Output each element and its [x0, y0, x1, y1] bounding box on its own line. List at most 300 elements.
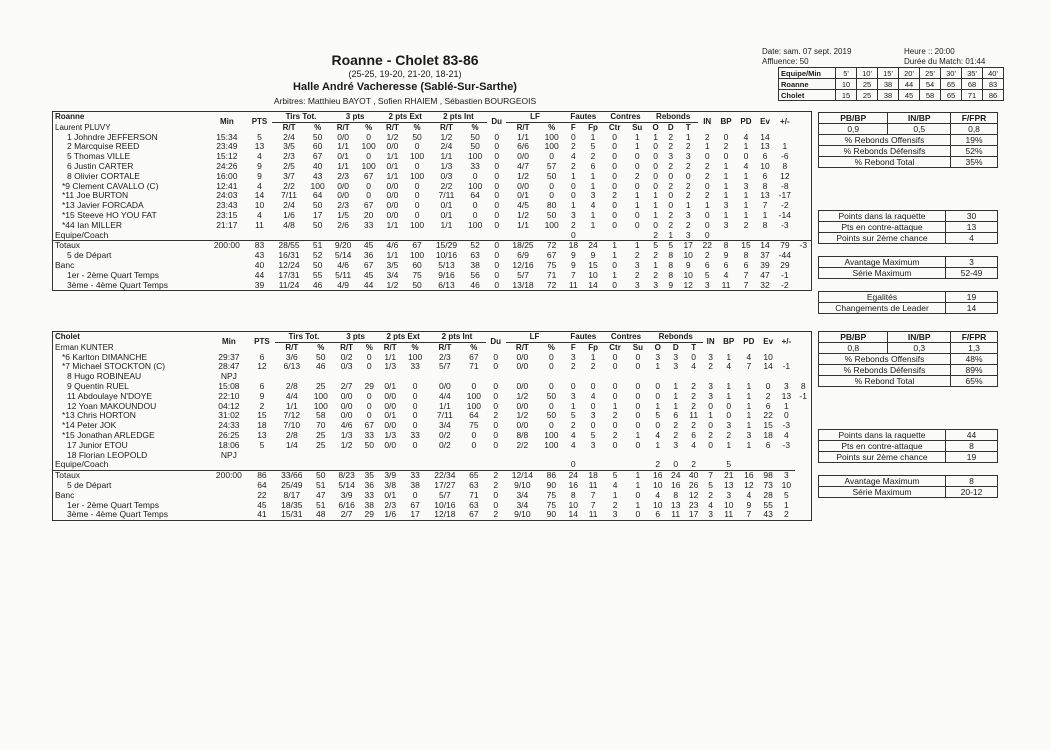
- quarter-progression-table: [778, 67, 1004, 101]
- stat-cell: 0: [634, 180, 640, 191]
- player-row: [53, 133, 811, 143]
- row-label: 1 Johndre JEFFERSON: [67, 131, 158, 142]
- stat-cell: 1/1: [337, 160, 350, 171]
- stat-cell: 45: [357, 241, 381, 251]
- stat-cell: 22/34: [428, 471, 462, 481]
- stat-cell: -44: [778, 250, 791, 261]
- stat-cell: 12: [744, 479, 754, 490]
- stat-cell: 1: [723, 209, 729, 220]
- stat-cell: 98: [759, 471, 777, 481]
- points-table-row: [819, 211, 998, 222]
- stat-cell: 10: [683, 250, 693, 261]
- stat-cell: 0: [612, 420, 618, 431]
- col-subhead: R/T: [515, 342, 529, 352]
- stat-cell: 7: [743, 279, 749, 290]
- stat-cell: 4: [257, 180, 262, 191]
- stat-cell: 50: [364, 439, 374, 450]
- stat-cell: [404, 231, 430, 241]
- ratio-head-cell: IN/BP: [888, 332, 951, 343]
- advantage-table-val: 8: [946, 476, 998, 487]
- reb-row: [819, 135, 998, 146]
- row-label: 8 Olivier CORTALE: [67, 170, 140, 181]
- stat-cell: 1: [612, 400, 618, 411]
- stat-cell: 15:12: [216, 151, 238, 162]
- stat-cell: -1: [781, 269, 789, 280]
- stat-cell: 72: [546, 279, 557, 290]
- stat-cell: 2: [691, 390, 697, 401]
- col-head: 2 pts Int: [428, 332, 486, 342]
- stat-cell: 5/7: [438, 361, 451, 372]
- match-date: Date: sam. 07 sept. 2019: [762, 47, 852, 56]
- row-label: Equipe/Coach: [55, 459, 109, 470]
- col-head: Contres: [603, 112, 648, 122]
- page-title: Roanne - Cholet 83-86: [331, 52, 479, 68]
- stat-cell: 1/4: [285, 439, 298, 450]
- col-subhead: R/T: [386, 122, 399, 132]
- stat-cell: 2/2: [516, 439, 529, 450]
- stat-cell: [462, 451, 486, 461]
- stat-cell: 0/1: [440, 200, 453, 211]
- stat-cell: 0: [548, 351, 554, 362]
- stat-cell: 100: [313, 390, 328, 401]
- stat-cell: 100: [544, 141, 559, 152]
- stat-cell: 50: [470, 141, 480, 152]
- coach-name: Laurent PLUVY: [55, 122, 111, 132]
- ratio-val: 0,8: [951, 124, 998, 135]
- stat-cell: 2: [655, 459, 661, 470]
- reb-val: 48%: [951, 354, 998, 365]
- stat-cell: [309, 451, 333, 461]
- stat-cell: [378, 451, 402, 461]
- player-row: [53, 142, 811, 152]
- stat-cell: 7/11: [281, 190, 297, 201]
- stat-cell: 0: [548, 400, 554, 411]
- stat-cell: 5: [655, 410, 661, 421]
- stat-cell: 0/0: [384, 390, 397, 401]
- col-head: Du: [491, 117, 503, 127]
- quarter-head-cell: 15': [878, 68, 899, 79]
- stat-cell: -14: [778, 209, 791, 220]
- stat-cell: 0: [414, 209, 420, 220]
- stat-cell: 48: [316, 509, 326, 520]
- advantage-table-label: Série Maximum: [819, 487, 946, 498]
- col-head: PD: [743, 337, 755, 347]
- stat-cell: 33: [363, 219, 374, 230]
- stat-cell: 4/9: [337, 279, 350, 290]
- advantage-table-label: Avantage Maximum: [819, 257, 946, 268]
- stat-cell: -2: [781, 200, 789, 211]
- stat-cell: 0: [635, 380, 641, 391]
- stat-cell: [627, 451, 649, 461]
- stat-cell: [207, 231, 247, 241]
- stat-cell: 0: [612, 361, 618, 372]
- stat-cell: 9/10: [514, 479, 531, 490]
- stat-cell: 2: [784, 509, 789, 520]
- stat-cell: 1/2: [440, 131, 453, 142]
- quarter-cell: 38: [878, 90, 899, 101]
- stat-cell: 52: [463, 241, 487, 251]
- stat-cell: 12:41: [216, 180, 238, 191]
- stat-cell: 44: [363, 279, 374, 290]
- stat-cell: 2: [685, 219, 691, 230]
- quarter-cell: 44: [899, 79, 920, 90]
- stat-cell: 0: [704, 209, 710, 220]
- stat-cell: 2: [570, 361, 576, 372]
- stat-cell: 0: [612, 151, 618, 162]
- stat-cell: 10: [683, 269, 693, 280]
- stat-cell: 67: [364, 420, 374, 431]
- stat-cell: 5/7: [517, 269, 529, 280]
- stat-cell: 36: [364, 479, 374, 490]
- stat-cell: 0: [472, 209, 478, 220]
- stat-cell: 12: [683, 279, 693, 290]
- stat-cell: 1/2: [517, 209, 529, 220]
- points-table-label: Pts en contre-attaque: [819, 441, 946, 452]
- col-head: Du: [490, 337, 502, 347]
- stat-cell: 0: [366, 351, 372, 362]
- stat-cell: 47: [316, 489, 326, 500]
- stat-cell: 1/2: [517, 170, 529, 181]
- row-label: *7 Michael STOCKTON (C): [62, 361, 166, 372]
- stat-cell: 0: [494, 269, 500, 280]
- stat-cell: 12: [688, 489, 699, 500]
- quarter-cell: 10: [836, 79, 857, 90]
- stat-cell: 86: [249, 471, 275, 481]
- stat-cell: 2: [668, 131, 674, 142]
- stat-cell: 0: [412, 400, 418, 411]
- stat-cell: 1: [726, 390, 732, 401]
- col-subhead: Ctr: [609, 342, 621, 352]
- stat-cell: 0: [726, 400, 732, 411]
- quarter-cell: 25: [857, 90, 878, 101]
- stat-cell: 60: [312, 141, 323, 152]
- stat-cell: [462, 460, 486, 470]
- row-label: *13 Chris HORTON: [62, 410, 136, 421]
- stat-cell: [402, 451, 428, 461]
- stat-cell: 24: [667, 471, 685, 481]
- stat-cell: 2: [493, 410, 499, 421]
- stat-cell: 29: [780, 259, 790, 270]
- stat-cell: 0: [612, 170, 618, 181]
- stat-cell: 14: [588, 279, 598, 290]
- ratio-table: [818, 112, 998, 168]
- reb-label: % Rebonds Offensifs: [819, 354, 951, 365]
- ratio-val: 0,8: [819, 343, 888, 354]
- quarter-scores: (25-25, 19-20, 21-20, 18-21): [348, 69, 462, 79]
- stat-cell: 67: [363, 200, 374, 211]
- stat-cell: 1: [653, 209, 659, 220]
- stat-cell: 50: [316, 351, 326, 362]
- stat-cell: 1: [746, 410, 752, 421]
- col-subhead: Ctr: [608, 122, 621, 132]
- stat-cell: 100: [467, 219, 483, 230]
- stat-cell: 8: [782, 160, 788, 171]
- stat-cell: 0: [570, 131, 576, 142]
- stat-cell: 4: [257, 151, 262, 162]
- points-table: [818, 429, 998, 463]
- stat-cell: 7: [746, 361, 752, 372]
- reb-row: [819, 376, 998, 387]
- stat-cell: 0: [612, 351, 618, 362]
- points-table-label: Points sur 2ème chance: [819, 452, 946, 463]
- quarter-cell: Roanne: [779, 79, 836, 90]
- ratio-vals: [819, 124, 998, 135]
- row-label: 3ème - 4ème Quart Temps: [67, 279, 168, 290]
- reb-label: % Rebond Total: [819, 376, 951, 387]
- stat-cell: 5: [784, 489, 789, 500]
- stat-cell: [381, 231, 405, 241]
- player-row: [53, 441, 811, 451]
- stat-cell: 0: [704, 151, 710, 162]
- summary-row: [53, 241, 811, 251]
- stat-cell: 1: [570, 170, 576, 181]
- stat-cell: 0: [673, 459, 679, 470]
- stat-cell: 37: [760, 250, 770, 261]
- stat-cell: 1/1: [440, 151, 453, 162]
- header-row-sub: [53, 122, 811, 132]
- stat-cell: 45: [257, 499, 267, 510]
- stat-cell: 50: [546, 410, 557, 421]
- col-subhead: %: [314, 122, 322, 132]
- stat-cell: 0: [691, 351, 697, 362]
- stat-cell: 47: [760, 269, 770, 280]
- lead-table-row: [819, 292, 998, 303]
- stat-cell: 7: [743, 269, 749, 280]
- stat-cell: 0: [653, 170, 659, 181]
- stat-cell: 75: [412, 269, 422, 280]
- ratio-val: 0,3: [888, 343, 951, 354]
- advantage-table: [818, 475, 998, 498]
- stat-cell: 12: [780, 170, 790, 181]
- stat-cell: 0: [494, 131, 500, 142]
- stat-cell: 0: [704, 180, 710, 191]
- stat-cell: [506, 231, 539, 241]
- stat-cell: 2/3: [283, 151, 295, 162]
- advantage-table-row: [819, 476, 998, 487]
- stat-cell: [739, 451, 759, 461]
- stat-cell: 2: [673, 429, 679, 440]
- col-head: Tirs Tot.: [275, 332, 333, 342]
- stat-cell: [703, 451, 719, 461]
- stat-cell: 6: [723, 259, 729, 270]
- stat-cell: 22: [698, 241, 716, 251]
- stat-cell: 1: [743, 190, 749, 201]
- team-name: Cholet: [55, 332, 80, 342]
- stat-cell: 51: [316, 479, 326, 490]
- stat-cell: 24: [563, 471, 583, 481]
- reb-val: 65%: [951, 376, 998, 387]
- stat-cell: 2: [590, 361, 596, 372]
- stat-cell: 4: [590, 200, 596, 211]
- stat-cell: 10: [763, 351, 773, 362]
- stat-cell: 1/1: [386, 151, 399, 162]
- stat-cell: 46: [470, 279, 480, 290]
- points-table-val: 4: [946, 233, 998, 244]
- stat-cell: 71: [546, 269, 557, 280]
- stat-cell: 3/9: [340, 489, 353, 500]
- stat-cell: [583, 231, 603, 241]
- stat-cell: [736, 231, 756, 241]
- stat-cell: 6: [655, 509, 661, 520]
- stat-cell: 0: [471, 439, 477, 450]
- col-subhead: %: [471, 122, 479, 132]
- stat-cell: 63: [469, 499, 479, 510]
- stat-cell: 75: [546, 489, 557, 500]
- stat-cell: 75: [546, 259, 557, 270]
- col-head: Rebonds: [648, 112, 698, 122]
- stat-cell: 1/1: [440, 219, 453, 230]
- stat-cell: 71: [469, 361, 479, 372]
- stat-cell: 0: [570, 190, 576, 201]
- stat-cell: 80: [546, 200, 557, 211]
- stat-cell: 23:15: [216, 209, 238, 220]
- stat-cell: 4: [612, 479, 618, 490]
- stat-cell: 21:17: [216, 219, 238, 230]
- player-row: [53, 362, 811, 372]
- stat-cell: 50: [312, 200, 323, 211]
- stat-cell: 0: [612, 131, 618, 142]
- col-head: +/-: [781, 337, 792, 347]
- stat-cell: 41: [257, 509, 267, 520]
- stat-cell: 0: [472, 170, 478, 181]
- stat-cell: 1: [743, 200, 749, 211]
- stat-cell: 63: [470, 250, 480, 261]
- stat-cell: 67: [469, 351, 479, 362]
- stat-cell: 3: [784, 380, 789, 391]
- stat-cell: 2/4: [283, 200, 295, 211]
- stat-cell: [486, 451, 506, 461]
- stat-cell: 9/10: [514, 509, 531, 520]
- stat-cell: 0: [634, 160, 640, 171]
- stat-cell: 28:47: [218, 361, 240, 372]
- stat-cell: 4: [746, 489, 752, 500]
- stat-cell: 24:33: [218, 420, 240, 431]
- col-subhead: %: [547, 342, 555, 352]
- ratio-vals: [819, 343, 998, 354]
- stat-cell: 2: [259, 400, 265, 411]
- summary-row: [53, 231, 811, 241]
- stat-cell: 1: [635, 499, 641, 510]
- stat-cell: 1/2: [386, 279, 399, 290]
- attendance: Affluence: 50: [762, 57, 809, 66]
- stat-cell: 6/13: [438, 279, 455, 290]
- quarter-cell: 83: [983, 79, 1004, 90]
- stat-cell: 83: [247, 241, 273, 251]
- stat-cell: 0: [635, 390, 641, 401]
- stat-cell: 14: [568, 509, 578, 520]
- stat-cell: -17: [778, 190, 791, 201]
- stat-cell: 0: [494, 151, 500, 162]
- stat-cell: 24:03: [216, 190, 238, 201]
- stat-cell: 2: [612, 499, 618, 510]
- stat-cell: 0: [493, 420, 499, 431]
- stat-cell: 0: [634, 151, 640, 162]
- advantage-table-row: [819, 487, 998, 498]
- stat-cell: [249, 451, 275, 461]
- stat-cell: 18: [583, 471, 603, 481]
- advantage-table-label: Série Maximum: [819, 268, 946, 279]
- stat-cell: 9/16: [438, 269, 455, 280]
- stat-cell: 0/0: [384, 400, 397, 411]
- points-table-row: [819, 233, 998, 244]
- stat-cell: 0: [366, 400, 372, 411]
- stat-cell: 1/2: [340, 439, 353, 450]
- col-head: 2 pts Int: [430, 112, 487, 122]
- stat-cell: 0: [494, 259, 500, 270]
- stat-cell: 13: [723, 479, 734, 490]
- stat-cell: 1: [655, 400, 661, 411]
- header-row-top: [53, 332, 811, 342]
- stat-cell: 7: [746, 509, 752, 520]
- stat-cell: 0/0: [340, 400, 353, 411]
- col-subhead: R/T: [383, 342, 397, 352]
- stat-cell: [428, 460, 462, 470]
- stat-cell: 28: [763, 489, 773, 500]
- stat-cell: 200:00: [209, 471, 249, 481]
- stat-cell: 2/4: [440, 141, 453, 152]
- stat-cell: -6: [781, 151, 789, 162]
- stat-cell: 0: [634, 209, 640, 220]
- stat-cell: 1: [685, 200, 691, 211]
- stat-cell: 0: [590, 400, 596, 411]
- stat-cell: 38: [364, 499, 374, 510]
- stat-cell: [583, 460, 603, 470]
- row-label: Totaux: [53, 471, 209, 481]
- row-label: 9 Quentin RUEL: [67, 380, 129, 391]
- stat-cell: 0/0: [516, 351, 529, 362]
- stat-cell: 100: [466, 390, 481, 401]
- stat-cell: 15:34: [216, 131, 238, 142]
- stat-cell: 5/7: [438, 489, 451, 500]
- col-head: BP: [723, 337, 735, 347]
- stat-cell: 6: [590, 160, 596, 171]
- stat-cell: 2: [685, 190, 691, 201]
- points-table-row: [819, 452, 998, 463]
- stat-cell: 29: [364, 380, 374, 391]
- ratio-val: 0,5: [888, 124, 951, 135]
- stat-cell: 0: [494, 200, 500, 211]
- stat-cell: 8: [673, 489, 679, 500]
- stat-cell: 67: [410, 499, 420, 510]
- stat-cell: 4/6: [340, 420, 353, 431]
- col-subhead: R/T: [516, 122, 530, 132]
- player-row: [53, 162, 811, 172]
- row-label: 5 de Départ: [67, 479, 112, 490]
- match-time: Heure :: 20:00: [904, 47, 955, 56]
- points-table-val: 13: [946, 222, 998, 233]
- stat-cell: 10/16: [435, 250, 458, 261]
- stat-cell: 70: [316, 420, 326, 431]
- stat-cell: -3: [782, 439, 791, 450]
- col-subhead: %: [365, 122, 373, 132]
- stat-cell: 3: [708, 390, 713, 401]
- stat-cell: 0: [612, 160, 618, 171]
- stat-cell: [309, 460, 333, 470]
- stat-cell: 10: [781, 479, 792, 490]
- stat-cell: 23:43: [216, 200, 238, 211]
- col-head: IN: [703, 117, 712, 127]
- quarter-cell: 65: [941, 90, 962, 101]
- stat-cell: 6: [259, 380, 265, 391]
- stat-cell: 33: [402, 471, 428, 481]
- stat-cell: 51: [316, 499, 326, 510]
- stat-cell: [360, 451, 378, 461]
- stat-cell: [209, 491, 249, 501]
- stat-cell: 0/2: [340, 351, 353, 362]
- advantage-table-val: 52-49: [946, 268, 998, 279]
- row-label: *13 Javier FORCADA: [62, 200, 144, 211]
- stat-cell: 2/5: [283, 160, 295, 171]
